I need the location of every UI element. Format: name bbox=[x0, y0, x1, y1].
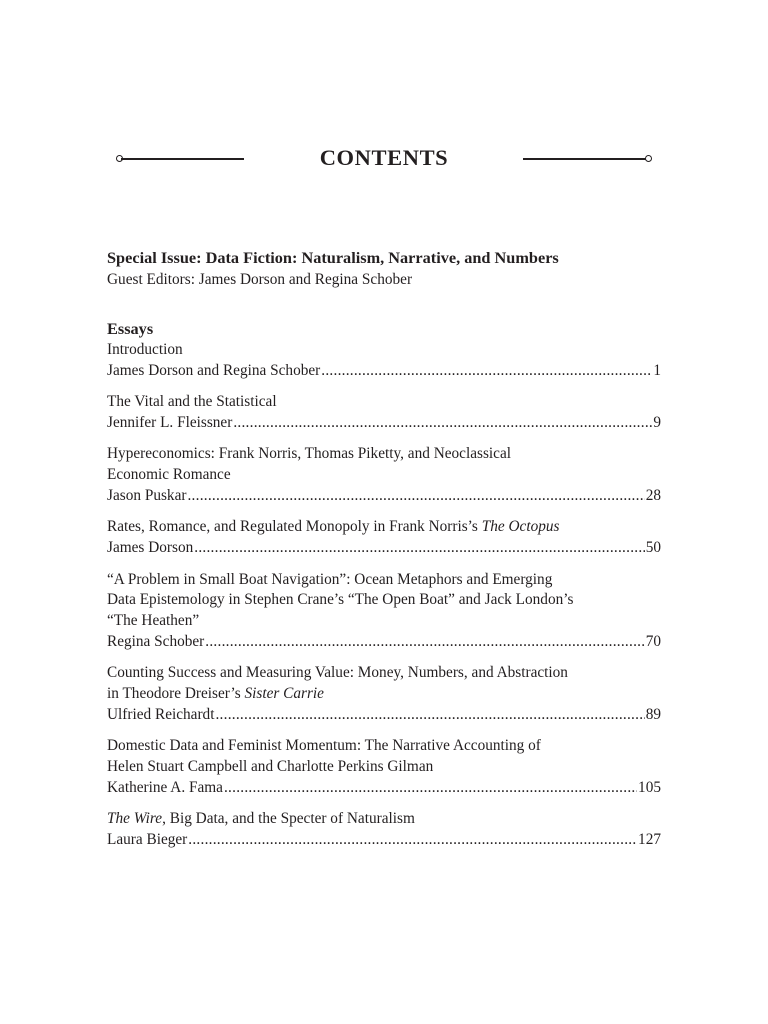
essay-author: Regina Schober bbox=[107, 632, 205, 650]
essay-title-text: Counting Success and Measuring Value: Money, Numbers, and Abstraction in Theodore Dreiser’s bbox=[107, 664, 568, 703]
toc-entry-7[interactable] bbox=[107, 736, 661, 798]
author-line bbox=[107, 830, 661, 851]
essay-title bbox=[107, 392, 661, 413]
page-number: 9 bbox=[653, 413, 661, 431]
essay-author: Laura Bieger bbox=[107, 831, 188, 849]
essay-title-text: Rates, Romance, and Regulated Monopoly in Frank Norris’s bbox=[107, 518, 482, 536]
essay-title bbox=[107, 517, 661, 538]
essay-title bbox=[107, 736, 661, 778]
essay-title bbox=[107, 570, 661, 632]
essay-title-text: The Vital and the Statistical bbox=[107, 393, 277, 411]
author-line bbox=[107, 705, 661, 726]
toc-entry-1[interactable] bbox=[107, 340, 661, 382]
essay-title-text: “A Problem in Small Boat Navigation”: Ocean Metaphors and Emerging Data Epistemology in Stephen Crane’s “The Open Boat” and Jack London’s “The Heathen” bbox=[107, 570, 574, 630]
author-line bbox=[107, 486, 661, 507]
essay-author: Ulfried Reichardt bbox=[107, 705, 215, 723]
essay-title bbox=[107, 663, 661, 705]
toc-entry-3[interactable] bbox=[107, 444, 661, 506]
author-line bbox=[107, 632, 661, 653]
toc-entry-8[interactable] bbox=[107, 809, 661, 851]
essay-title-text: Domestic Data and Feminist Momentum: The Narrative Accounting of Helen Stuart Campbell and Charlotte Perkins Gilman bbox=[107, 737, 541, 776]
essay-author: James Dorson bbox=[107, 539, 194, 557]
table-of-contents bbox=[107, 247, 661, 861]
page-number: 1 bbox=[653, 361, 661, 379]
page-number: 50 bbox=[645, 539, 661, 557]
toc-entry-2[interactable] bbox=[107, 392, 661, 434]
essay-author: Katherine A. Fama bbox=[107, 778, 223, 796]
guest-editors: Guest Editors: James Dorson and Regina Schober bbox=[107, 271, 413, 288]
essay-title bbox=[107, 809, 661, 830]
page-number: 28 bbox=[645, 486, 661, 504]
essay-title-text: Introduction bbox=[107, 341, 183, 358]
author-line bbox=[107, 413, 661, 434]
special-issue-title: Special Issue: Data Fiction: Naturalism, Narrative, and Numbers bbox=[107, 248, 559, 267]
section-heading-essays: Essays bbox=[107, 319, 154, 338]
right-ornament-circle bbox=[645, 155, 652, 162]
page-number: 105 bbox=[638, 778, 661, 796]
author-line bbox=[107, 361, 661, 382]
toc-entry-5[interactable] bbox=[107, 570, 661, 653]
essay-author: Jennifer L. Fleissner bbox=[107, 413, 233, 431]
dot-leader bbox=[187, 486, 644, 507]
page-number: 70 bbox=[645, 632, 661, 650]
essay-author: Jason Puskar bbox=[107, 486, 187, 504]
page-title: CONTENTS bbox=[319, 145, 449, 170]
dot-leader bbox=[224, 778, 637, 799]
toc-entry-6[interactable] bbox=[107, 663, 661, 725]
essay-title-italic: The Wire bbox=[107, 810, 163, 828]
page-number: 127 bbox=[638, 831, 661, 849]
essay-title-text-after: , Big Data, and the Specter of Naturalism bbox=[162, 810, 415, 828]
dot-leader bbox=[321, 361, 652, 382]
essay-title-text: Hypereconomics: Frank Norris, Thomas Piketty, and Neoclassical Economic Romance bbox=[107, 445, 512, 484]
essay-title bbox=[107, 340, 661, 361]
author-line bbox=[107, 778, 661, 799]
essay-title-italic: The Octopus bbox=[481, 518, 560, 536]
page-number: 89 bbox=[645, 705, 661, 723]
essay-list bbox=[107, 340, 661, 851]
right-ornament-rule bbox=[523, 158, 646, 160]
essay-author: James Dorson and Regina Schober bbox=[107, 361, 321, 379]
dot-leader bbox=[233, 413, 652, 434]
dot-leader bbox=[205, 632, 644, 653]
toc-entry-4[interactable] bbox=[107, 517, 661, 559]
contents-header bbox=[0, 142, 768, 176]
dot-leader bbox=[188, 830, 637, 851]
dot-leader bbox=[194, 538, 644, 559]
author-line bbox=[107, 538, 661, 559]
essay-title-italic: Sister Carrie bbox=[244, 685, 324, 703]
dot-leader bbox=[215, 705, 644, 726]
essay-title bbox=[107, 444, 661, 486]
